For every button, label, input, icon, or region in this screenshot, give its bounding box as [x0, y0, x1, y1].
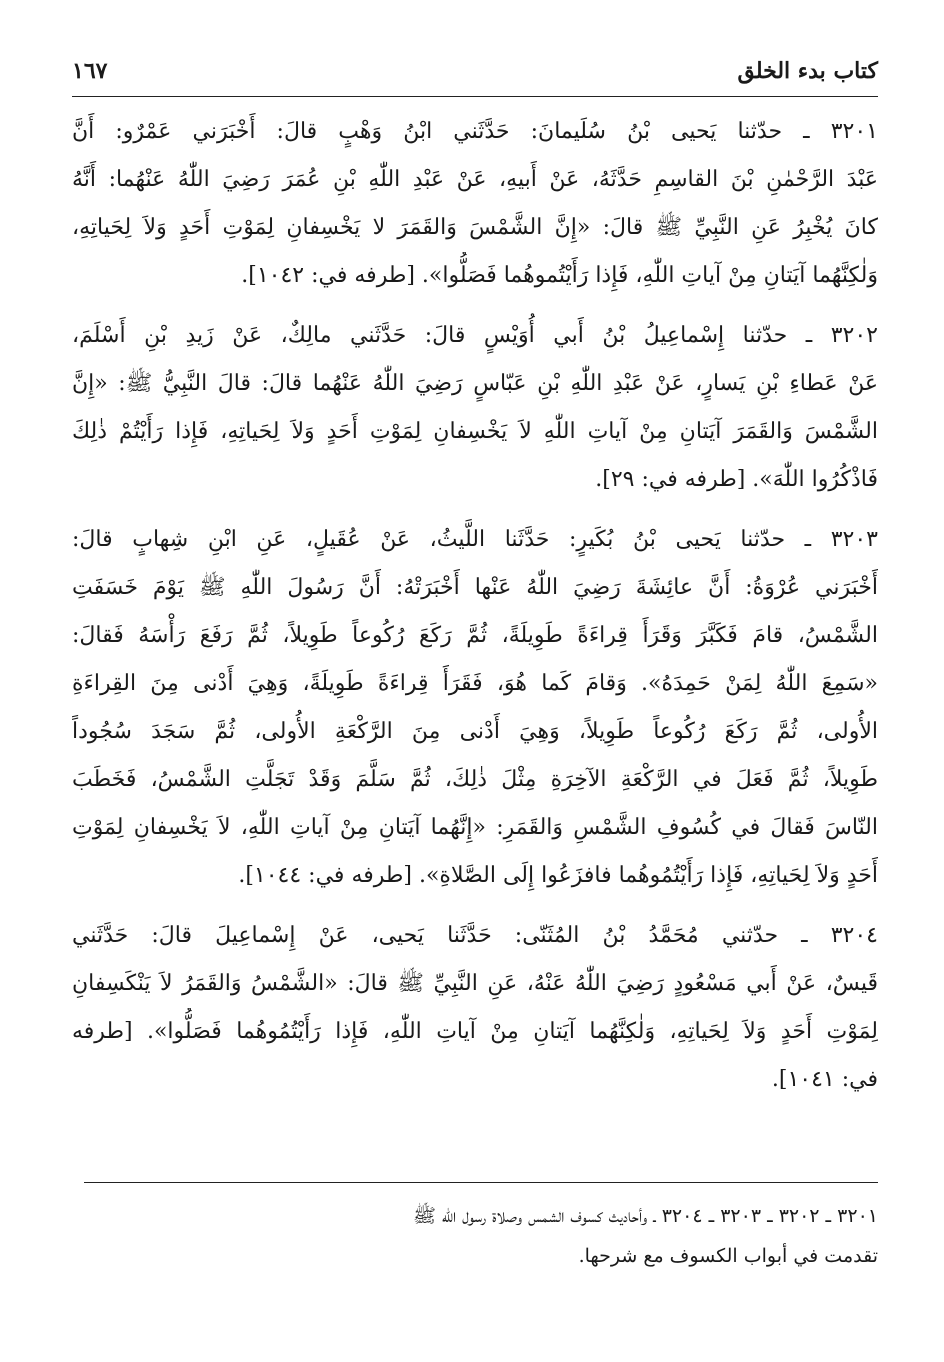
- text-line: «سَمِعَ اللّٰهُ لِمَنْ حَمِدَهُ». وَقامَ كَما هُوَ، فَقَرَأَ قِراءَةً طَوِيلَةً، وَهِيَ أَدْنى مِنَ القِراءَةِ: [72, 671, 878, 696]
- hadith-3203: [72, 516, 878, 900]
- text-line: الشَّمْسَ وَالقَمَرَ آيَتانِ مِنْ آياتِ اللّٰهِ لاَ يَخْسِفانِ لِمَوْتِ أَحَدٍ وَلاَ لِحَياتِهِ، فَإِذا رَأَيْتُمْ ذٰلِكَ: [72, 419, 878, 444]
- page-header: [72, 50, 878, 97]
- text-line: أَخْبَرَني عُرْوَةُ: أَنَّ عائِشَةَ رَضِيَ اللّٰهُ عَنْها أَخْبَرَتْهُ: أَنَّ رَسُولَ اللّٰهِ ﷺ يَوْمَ خَسَفَتِ: [72, 575, 878, 600]
- page-body: [72, 108, 878, 1116]
- text-line: طَوِيلاً، ثُمَّ فَعَلَ في الرَّكْعَةِ الآخِرَةِ مِثْلَ ذٰلِكَ، ثُمَّ سَلَّمَ وَقَدْ تَجَلَّتِ الشَّمْسُ، فَخَطَبَ: [72, 767, 878, 792]
- text-line: لِمَوْتِ أَحَدٍ وَلاَ لِحَياتِهِ، وَلٰكِنَّهُما آيَتانِ مِنْ آياتِ اللّٰهِ، فَإِذا رَأَيْتُمُوهُما فَصَلُّوا». [طرفه: [72, 1019, 878, 1044]
- text-line: أَحَدٍ وَلاَ لِحَياتِهِ، فَإِذا رَأَيْتُمُوهُما فافزَعُوا إِلَى الصَّلاةِ». [طرفه في: ١٠٤٤].: [238, 863, 878, 888]
- text-line: ٣٢٠٤ ـ حدّثني مُحَمَّدُ بْنُ المُثَنّى: حَدَّثَنا يَحيى، عَنْ إِسْماعِيلَ قالَ: حَدَّثَني: [72, 923, 878, 948]
- text-line: قَيسٌ، عَنْ أَبي مَسْعُودٍ رَضِيَ اللّٰهُ عَنْهُ، عَنِ النَّبِيِّ ﷺ قالَ: «الشَّمْسُ وَالقَمَرُ لاَ يَنْكَسِفانِ: [72, 971, 878, 996]
- page-number: ١٦٧: [72, 58, 108, 84]
- text-line: ٣٢٠٢ ـ حدّثنا إِسْماعِيلُ بْنُ أَبي أُوَيْسٍ قالَ: حَدَّثَني مالِكٌ، عَنْ زَيدِ بْنِ أَسْلَمَ،: [72, 323, 878, 348]
- text-line: الأُولى، ثُمَّ رَكَعَ رُكُوعاً طَوِيلاً، وَهِيَ أَدْنى مِنَ الرَّكْعَةِ الأُولى، ثُمَّ سَجَدَ سُجُوداً: [72, 719, 878, 744]
- text-line: عَنْ عَطاءِ بْنِ يَسارٍ، عَنْ عَبْدِ اللّٰهِ بْنِ عَبّاسٍ رَضِيَ اللّٰهُ عَنْهُما قالَ: قالَ النَّبِيُّ ﷺ: «إِنَّ: [72, 371, 878, 396]
- text-line: فَاذْكُرُوا اللّٰهَ». [طرفه في: ٢٩].: [595, 467, 878, 492]
- text-line: كانَ يُخْبِرُ عَنِ النَّبِيِّ ﷺ قالَ: «إِنَّ الشَّمْسَ وَالقَمَرَ لا يَخْسِفانِ لِمَوْتِ أَحَدٍ وَلاَ لِحَياتِهِ،: [72, 215, 878, 240]
- text-line: ٣٢٠٣ ـ حدّثنا يَحيى بْنُ بُكَيرٍ: حَدَّثَنا اللَّيثُ، عَنْ عُقَيلٍ، عَنِ ابْنِ شِهابٍ قالَ:: [72, 527, 878, 552]
- hadith-3202: [72, 312, 878, 504]
- text-line: ٣٢٠١ ـ حدّثنا يَحيى بْنُ سُلَيمانَ: حَدَّثَني ابْنُ وَهْبٍ قالَ: أَخْبَرَني عَمْرٌو: أَنَّ: [72, 119, 878, 144]
- text-line: الشَّمْسُ، قامَ فَكَبَّرَ وَقَرَأَ قِراءَةً طَوِيلَةً، ثُمَّ رَكَعَ رُكُوعاً طَوِيلاً، ثُمَّ رَفَعَ رَأْسَهُ فَقالَ:: [72, 623, 878, 648]
- footnote-divider: [84, 1182, 878, 1183]
- text-line: عَبْدَ الرَّحْمٰنِ بْنَ القاسِمِ حَدَّثَهُ، عَنْ أَبيهِ، عَنْ عَبْدِ اللّٰهِ بْنِ عُمَرَ رَضِيَ اللّٰهُ عَنْهُما: أَنَّهُ: [72, 167, 878, 192]
- footnote-line: تقدمت في أبواب الكسوف مع شرحها.: [578, 1245, 878, 1267]
- hadith-3201: [72, 108, 878, 300]
- footnote: [84, 1196, 878, 1276]
- hadith-3204: [72, 912, 878, 1104]
- text-line: النّاسَ فَقالَ في كُسُوفِ الشَّمْسِ وَالقَمَرِ: «إِنَّهُما آيَتانِ مِنْ آياتِ اللّٰهِ، لاَ يَخْسِفانِ لِمَوْتِ: [72, 815, 878, 840]
- text-line: وَلٰكِنَّهُما آيَتانِ مِنْ آياتِ اللّٰهِ، فَإِذا رَأَيْتُموهُما فَصَلُّوا». [طرفه في: ١٠٤٢].: [241, 263, 878, 288]
- book-title: كتاب بدء الخلق: [737, 58, 878, 84]
- footnote-line: ٣٢٠١ ـ ٣٢٠٢ ـ ٣٢٠٣ ـ ٣٢٠٤ ـ وأحاديث كسوف الشمس وصلاة رسول الله ﷺ: [412, 1205, 878, 1227]
- text-line: في: ١٠٤١].: [771, 1067, 878, 1092]
